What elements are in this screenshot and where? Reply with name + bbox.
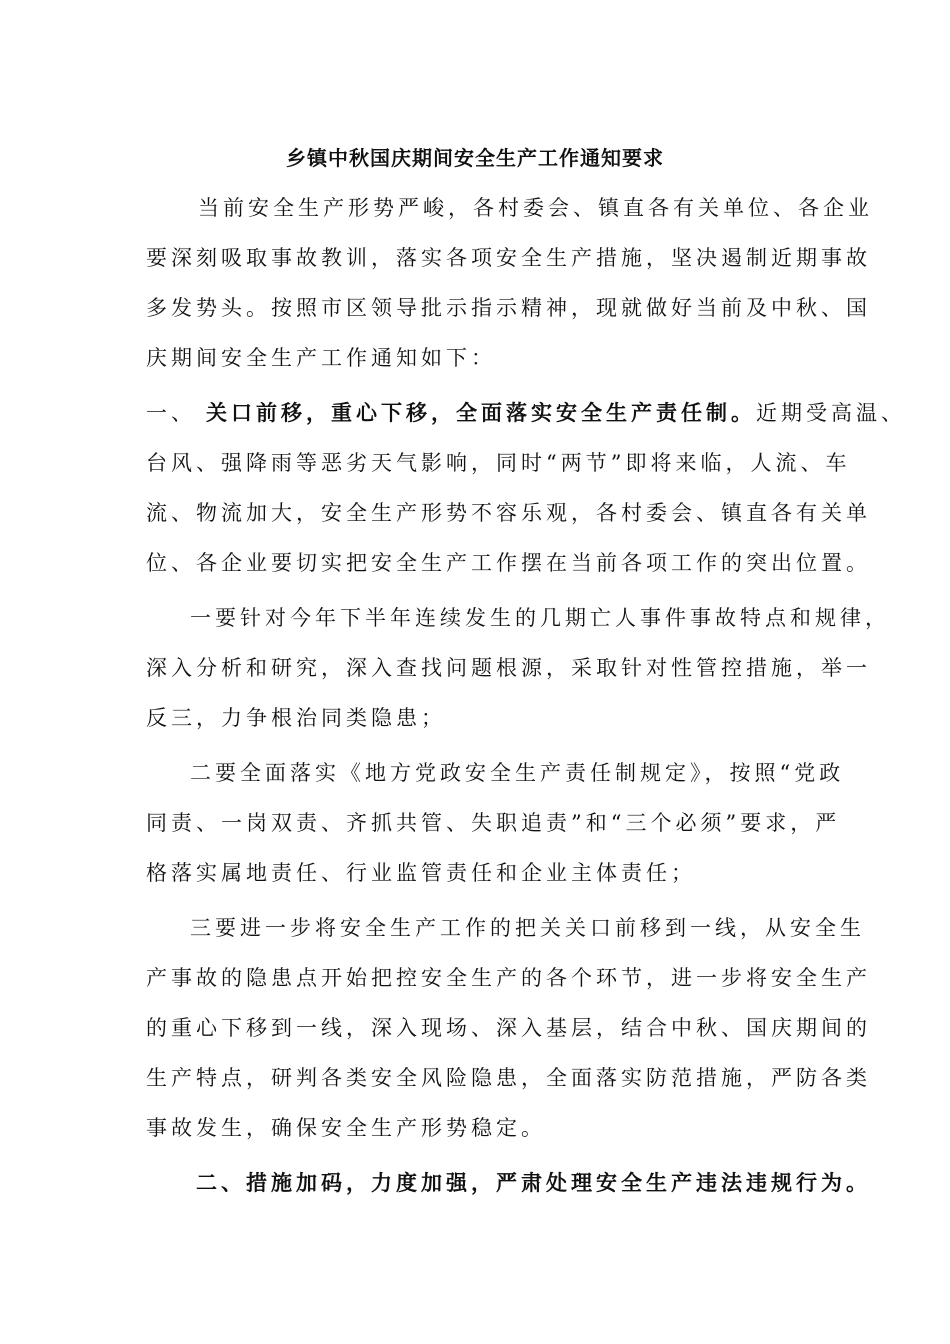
section1-number: 一、 (146, 401, 196, 425)
section1-body-line-2: 流、物流加大，安全生产形势不容乐观，各村委会、镇直各有关单 (146, 501, 871, 525)
item2-line-1: 二要全面落实《地方党政安全生产责任制规定》，按照“党政 (190, 761, 845, 785)
section1-body-line-1: 台风、强降雨等恶劣天气影响，同时“两节”即将来临，人流、车 (146, 451, 851, 475)
item2-line-3: 格落实属地责任、行业监管责任和企业主体责任； (146, 861, 696, 885)
intro-line-4: 庆期间安全生产工作通知如下： (146, 346, 496, 370)
intro-line-1: 当前安全生产形势严峻，各村委会、镇直各有关单位、各企业 (198, 196, 873, 220)
item3-line-2: 产事故的隐患点开始把控安全生产的各个环节，进一步将安全生产 (146, 966, 871, 990)
item3-line-1: 三要进一步将安全生产工作的把关关口前移到一线，从安全生 (190, 916, 865, 940)
item3-line-4: 生产特点，研判各类安全风险隐患，全面落实防范措施，严防各类 (146, 1066, 871, 1090)
section2-heading: 二、措施加码，力度加强，严肃处理安全生产违法违规行为。 (196, 1170, 871, 1195)
section1-heading (146, 398, 906, 428)
item3-line-3: 的重心下移到一线，深入现场、深入基层，结合中秋、国庆期间的 (146, 1016, 871, 1040)
item3-line-5: 事故发生，确保安全生产形势稳定。 (146, 1116, 546, 1140)
section1-heading-bold: 关口前移，重心下移，全面落实安全生产责任制。 (206, 400, 756, 425)
item2-line-2: 同责、一岗双责、齐抓共管、失职追责”和“三个必须”要求，严 (146, 811, 841, 835)
section1-heading-rest: 近期受高温、 (756, 401, 906, 425)
section1-body-line-3: 位、各企业要切实把安全生产工作摆在当前各项工作的突出位置。 (146, 551, 871, 575)
item1-line-2: 深入分析和研究，深入查找问题根源，采取针对性管控措施，举一 (146, 656, 871, 680)
item1-line-1: 一要针对今年下半年连续发生的几期亡人事件事故特点和规律， (190, 606, 890, 630)
item1-line-3: 反三，力争根治同类隐患； (146, 706, 446, 730)
document-title: 乡镇中秋国庆期间安全生产工作通知要求 (286, 146, 664, 170)
intro-line-3: 多发势头。按照市区领导批示指示精神，现就做好当前及中秋、国 (146, 296, 871, 320)
intro-line-2: 要深刻吸取事故教训，落实各项安全生产措施，坚决遏制近期事故 (146, 246, 871, 270)
